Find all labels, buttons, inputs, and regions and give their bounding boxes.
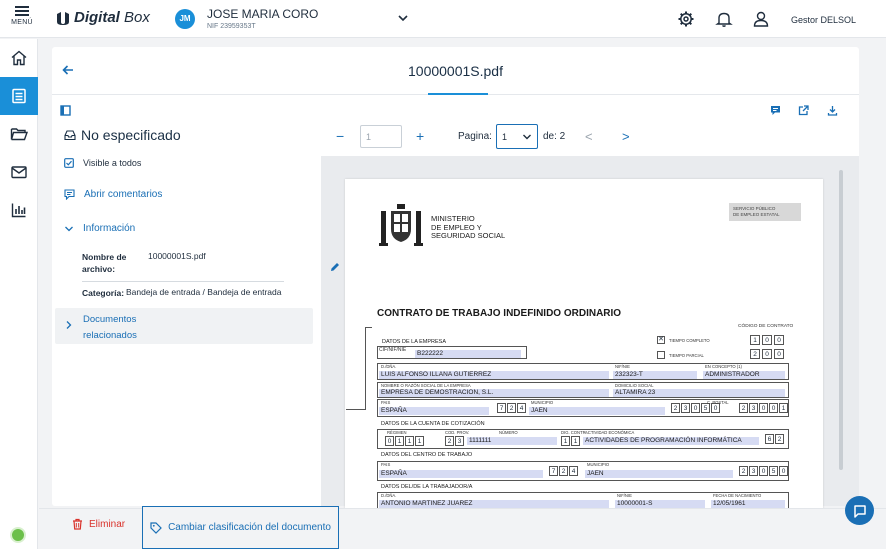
code1-digit: 0 [774,335,784,345]
centro-municipio-digit: 2 [739,466,748,476]
logo[interactable] [56,9,150,26]
sepe-line-1: SERVICIO PÚBLICO [733,206,776,211]
page-select-value: 1 [502,132,508,142]
trab-nif: 10000001-S [615,500,705,508]
cpostal-label: C. POSTAL [707,400,729,405]
trash-icon [72,518,83,530]
municipio-code-digit: 5 [701,403,710,413]
code2-digit: 0 [762,349,772,359]
regimen-digit: 1 [405,436,414,446]
dig-digit: 1 [561,436,570,446]
user-icon[interactable] [752,10,770,28]
datos-cotizacion-label: DATOS DE LA CUENTA DE COTIZACIÓN [381,421,485,427]
bracket-top [365,327,372,328]
bell-icon[interactable] [715,10,733,28]
classification[interactable] [64,127,181,143]
comment-add-icon[interactable] [770,105,781,116]
document-list-icon [10,87,28,105]
tiempo-parcial-checkbox [657,351,665,359]
coat-of-arms-icon [377,201,425,249]
information-section-toggle[interactable] [64,223,135,234]
centro-pais-digit: 2 [559,466,568,476]
cpostal-digit: 3 [749,403,758,413]
filename-label: Nombre de archivo: [82,252,127,274]
municipio-code-digit: 2 [671,403,680,413]
centro-municipio-digit: 3 [749,466,758,476]
centro-municipio-digit: 0 [779,466,788,476]
visible-to-all-toggle[interactable] [64,158,141,168]
actividad-value: ACTIVIDADES DE PROGRAMACIÓN INFORMÁTICA [583,437,759,445]
logo-brand: Digital [74,9,120,26]
previous-page-button[interactable]: < [585,128,593,144]
header-accent [428,93,488,95]
panel-toggle-icon[interactable] [60,105,71,116]
pais-code-digit: 2 [507,403,516,413]
centro-pais-value: ESPAÑA [379,470,543,478]
viewer-scrollbar[interactable] [839,170,843,470]
pais-code-digit: 7 [497,403,506,413]
chevron-down-icon[interactable] [397,12,409,24]
mail-icon [10,163,28,181]
razon-value: EMPRESA DE DEMOSTRACION, S.L. [379,389,609,397]
municipio-code-digit: 0 [691,403,700,413]
concepto-label: EN CONCEPTO (1) [705,364,742,369]
cif-label: CIF/NIF/NIE [379,347,407,353]
prov-digit: 2 [445,436,454,446]
code1-digit: 0 [762,335,772,345]
visible-to-all-label: Visible a todos [83,158,142,168]
page-count-label: de: 2 [543,130,566,142]
logo-product: Box [124,9,150,26]
codigo-contrato-label: CÓDIGO DE CONTRATO [738,324,794,329]
open-external-icon[interactable] [798,105,809,116]
menu-button[interactable] [6,4,38,34]
client-nif: NIF 23959353T [207,23,256,30]
dna-value: LUIS ALFONSO ILLANA GUTIERREZ [379,371,609,379]
sepe-stamp [729,203,801,221]
municipio-code-digit: 0 [711,403,720,413]
digitalbox-logo-icon [56,11,70,25]
sepe-line-2: DE EMPLEO ESTATAL [733,211,780,217]
chevron-down-icon [64,224,74,234]
open-comments-link[interactable] [64,189,162,200]
user-label[interactable]: Gestor DELSOL [791,15,857,25]
datos-centro-label: DATOS DEL CENTRO DE TRABAJO [381,452,473,458]
cpostal-digit: 0 [769,403,778,413]
domicilio-label: DOMICILIO SOCIAL [615,383,654,388]
related-documents-label: Documentos relacionados [83,314,137,341]
reclassify-document-button[interactable] [142,506,339,549]
folder-icon [10,125,28,143]
checkbox-checked-icon[interactable] [64,158,74,168]
inbox-icon [64,129,76,141]
datos-trabajador-label: DATOS DEL/DE LA TRABAJADOR/A [381,484,473,490]
home-icon [10,49,28,67]
actividad-digit: 6 [765,434,774,444]
zoom-out-button[interactable]: − [336,128,345,144]
regimen-digit: 1 [415,436,424,446]
dna-label: D./DÑA. [381,364,397,369]
trab-nif-label: NIF/NIE [617,493,632,498]
related-documents-section[interactable] [55,308,313,344]
concepto-value: ADMINISTRADOR [703,371,785,379]
contract-title: CONTRATO DE TRABAJO INDEFINIDO ORDINARIO [377,308,622,319]
top-bar [0,0,886,38]
gear-icon[interactable] [677,10,695,28]
pencil-icon[interactable] [330,262,340,272]
document-title: 10000001S.pdf [408,63,503,79]
municipio-value: JAEN [529,407,665,415]
pais-value: ESPAÑA [379,407,489,415]
tiempo-completo-checkbox: ✕ [658,336,664,343]
zoom-in-button[interactable]: + [416,128,425,144]
page-select[interactable] [496,124,538,149]
pais-label: PAIS [381,400,391,405]
category-label: Categoría: [82,288,125,298]
filename-value: 10000001S.pdf [148,251,206,261]
rail-item-home[interactable] [0,39,38,77]
regimen-digit: 1 [395,436,404,446]
bracket-bottom [346,409,366,410]
centro-pais-digit: 4 [569,466,578,476]
tiempo-parcial-label: TIEMPO PARCIAL [669,353,704,358]
tiempo-completo-label: TIEMPO COMPLETO [669,338,710,343]
pais-code-digit: 4 [517,403,526,413]
left-rail [0,39,38,549]
ministry-name [431,215,505,241]
chart-icon [10,201,28,219]
hamburger-icon [15,6,29,16]
cod-prov-label: COD. PROV. [445,430,470,435]
status-indicator-icon[interactable] [10,527,26,543]
comment-icon [64,189,75,200]
actividad-digit: 2 [775,434,784,444]
cpostal-digit: 2 [739,403,748,413]
municipio-code-digit: 3 [681,403,690,413]
form-bracket [365,327,366,410]
centro-municipio-label: MUNICIPIO [587,462,610,467]
domicilio-value: ALTAMIRA 23 [613,389,785,397]
pdf-page [345,179,823,509]
rail-item-mail[interactable] [0,153,38,191]
ministry-line-1: MINISTERIO [431,214,475,223]
dig-control-label: DIG. CONTR. [561,430,587,435]
information-label: Información [83,223,136,234]
delete-button[interactable] [72,518,125,530]
cpostal-digit: 0 [759,403,768,413]
code2-digit: 0 [774,349,784,359]
classification-label: No especificado [81,127,181,143]
razon-label: NOMBRE O RAZÓN SOCIAL DE LA EMPRESA [381,383,471,388]
regimen-digit: 0 [385,436,394,446]
nif-value: 232323-T [613,371,697,379]
fecha-nac-value: 12/05/1961 [711,500,785,508]
chevron-down-icon [522,132,532,142]
chat-bubble-icon [853,504,867,518]
rail-item-documents[interactable] [0,77,38,115]
download-icon[interactable] [827,105,838,116]
reclassify-label: Cambiar clasificación del documento [168,522,331,533]
cif-value: B222222 [415,350,521,358]
cpostal-digit: 1 [779,403,788,413]
prov-digit: 3 [455,436,464,446]
numero-label: NÚMERO [499,430,518,435]
tag-icon [150,522,162,534]
fecha-nac-label: FECHA DE NACIMIENTO [713,493,762,498]
info-divider [82,281,284,282]
open-comments-label: Abrir comentarios [84,189,163,200]
delete-label: Eliminar [89,518,126,530]
centro-municipio-value: JAEN [585,470,733,478]
code2-digit: 2 [750,349,760,359]
code1-digit: 1 [750,335,760,345]
menu-label: MENÚ [11,19,33,26]
regimen-label: RÉGIMEN [387,430,407,435]
page-label: Pagina: [458,130,492,142]
municipio-label: MUNICIPIO [531,400,554,405]
chat-button[interactable] [845,496,874,525]
document-header [52,47,859,95]
chevron-right-icon [64,320,74,330]
ministry-line-3: SEGURIDAD SOCIAL [431,231,506,240]
centro-municipio-digit: 5 [769,466,778,476]
trab-nombre: ANTONIO MARTINEZ JUAREZ [379,500,609,508]
numero-value: 1111111 [467,437,557,445]
client-avatar[interactable]: JM [175,9,195,29]
centro-pais-label: PAIS [381,462,391,467]
centro-municipio-digit: 0 [759,466,768,476]
dig-digit: 1 [571,436,580,446]
rail-item-reports[interactable] [0,191,38,229]
client-name[interactable]: JOSE MARIA CORO [207,7,319,21]
ministry-line-2: DE EMPLEO Y [431,222,482,232]
category-value: Bandeja de entrada / Bandeja de entrada [126,287,282,297]
zoom-input[interactable]: 1 [360,125,402,148]
centro-pais-digit: 7 [549,466,558,476]
rail-item-folders[interactable] [0,115,38,153]
next-page-button[interactable]: > [622,128,630,144]
actividad-label: ACTIVIDAD ECONÓMICA [585,430,635,435]
nif-label: NIF/NIE [615,364,630,369]
datos-empresa-label: DATOS DE LA EMPRESA [382,339,446,345]
trab-dna-label: D./DÑA. [381,493,397,498]
